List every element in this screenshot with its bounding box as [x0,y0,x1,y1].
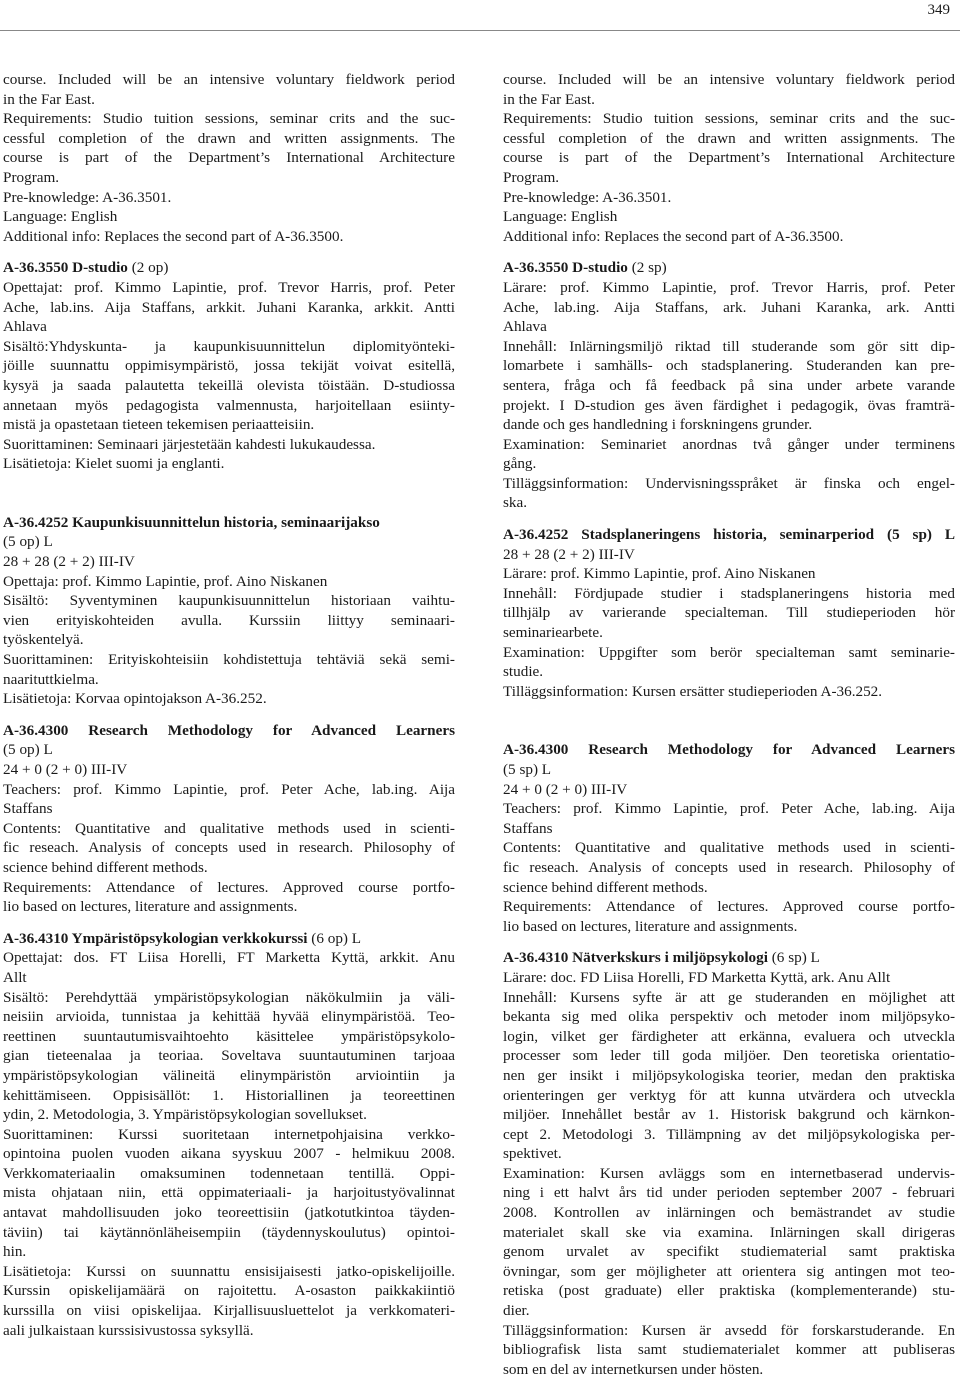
text-line: Language: English [3,208,118,226]
text-line: Additional info: Replaces the second part of A-36.3500. [503,227,844,245]
text-line: Requirements: Attendance of lectures. Approved course portfo- [3,878,455,896]
text-line: mista ohjataan niin, että oppimateriaali- ja harjoitustyövalinnat [3,1184,455,1202]
text-line: course is part of the Department’s International Architecture [503,149,955,167]
text-line: sentera, fråga och få feedback på sina under arbete varande [503,376,955,394]
text-line: Staffans [3,800,53,818]
text-line: opintoina puolen vuoden aikana syyskuu 2007 - helmikuu 2008. [3,1145,455,1163]
text-line: Requirements: Studio tuition sessions, seminar crits and the suc- [503,110,955,128]
text-line: antavat mahdollisuuden joko teoreettisiin (jatkotutkintoa täyden- [3,1204,455,1222]
text-line: vien erityiskohteiden avulla. Kurssiin liittyy seminaari- [3,611,455,629]
text-line: Additional info: Replaces the second part of A-36.3500. [3,227,344,245]
text-line: Lisätietoja: Kielet suomi ja englanti. [3,455,225,473]
text-line: miljöer. Innehållet består av 1. Historisk bakgrund och kärnkon- [503,1106,955,1124]
text-line: 2008. Kontrollen av inlärningen och bemästrandet av studie [503,1204,955,1222]
text-line: Opettajat: prof. Kimmo Lapintie, prof. Trevor Harris, prof. Peter [3,278,455,296]
text-line: ydin, 2. Metodologia, 3. Ympäristöpsykologian sovellukset. [3,1106,367,1124]
text-line: course is part of the Department’s International Architecture [3,149,455,167]
text-line: Tilläggsinformation: Kursen är avsedd för forskarstuderande. En [503,1321,955,1339]
text-line: Teachers: prof. Kimmo Lapintie, prof. Peter Ache, lab.ing. Aija [3,780,455,798]
text-line: 24 + 0 (2 + 0) III-IV [3,761,128,778]
course-entry-a36-4310-fi [3,929,455,1340]
text-line: övningar, som ger möjligheter att orientera sig antingen mot teo- [503,1262,955,1280]
text-line: Requirements: Studio tuition sessions, seminar crits and the suc- [3,110,455,128]
text-line: Opettaja: prof. Kimmo Lapintie, prof. Aino Niskanen [3,572,328,590]
text-line: Kurssin opiskelijamäärä on rajoitettu. A-osaston paikkakiintiö [3,1282,455,1300]
course-entry-a36-4300-sv [503,740,955,936]
text-line: studie. [503,663,544,681]
text-line: Ahlava [3,318,47,336]
text-line: täviin) tai käytännönläheisempiin (täydennyskoulutus) opintoi- [3,1223,455,1241]
text-line: Verkkomateriaalin omaksuminen todennetaan tentillä. Oppi- [3,1164,455,1182]
course-code-title: A-36.4300 Research Methodology for Advanced Learners [503,741,955,759]
text-line: dier. [503,1302,530,1320]
text-line: reettinen suuntautumisvaihtoehto käsittelee ympäristöpsykolo- [3,1027,455,1045]
course-heading-line: A-36.4310 Nätverkskurs i miljöpsykologi (6 sp) L [503,949,820,967]
text-line: course. Included will be an intensive voluntary fieldwork period [503,71,955,88]
text-line: Tilläggsinformation: Undervisningsspråket är finska och engel- [503,474,955,492]
course-entry-a36-3550-sv [503,258,955,513]
text-line: kurssilla on viisi opiskelijaa. Kirjallisuusluettelot ja verkkomateri- [3,1302,455,1320]
finnish-column [3,70,455,1340]
text-line: bibliografisk lista samt studiematerialet kommer att publiseras [503,1341,955,1359]
course-code-title: A-36.3550 D-studio [3,259,128,277]
text-line: Lisätietoja: Kurssi on suunnattu ensisijaisesti jatko-opiskelijoille. [3,1262,455,1280]
text-line: login, vilket ger färdigheter att erkänna, evaluera och utveckla [503,1027,955,1045]
text-line: Lisätietoja: Korvaa opintojakson A-36.252. [3,690,267,708]
text-line: Program. [503,168,560,186]
course-entry-a36-4300-fi [3,721,455,917]
text-line: Sisältö:Yhdyskunta- ja kaupunkisuunnittelun diplomityönteki- [3,337,455,355]
text-line: 28 + 28 (2 + 2) III-IV [503,545,635,563]
course-entry-intro-fi [3,70,455,246]
entry-gap [3,709,455,721]
text-line: Suorittaminen: Erityiskohteisiin kohdistettuja tehtäviä sekä semi- [3,651,455,669]
course-code-title: A-36.4300 Research Methodology for Advanced Learners [3,721,455,739]
text-line: Tilläggsinformation: Kursen ersätter studieperioden A-36.252. [503,682,883,700]
text-line: (5 op) L [3,533,53,551]
text-line: tillhjälp av varierande specialteman. Till studieperioden hör [503,604,955,622]
course-heading-line [3,721,455,741]
text-line: ympäristöpsykologian välineitä elinympäristön arviointiin ja [3,1066,455,1084]
entry-gap [3,474,455,513]
text-line: 24 + 0 (2 + 0) III-IV [503,780,628,798]
text-line: Staffans [503,819,553,837]
text-line: materialet skall ske via examina. Inlärningen skall dirigeras [503,1223,955,1241]
text-line: Innehåll: Fördjupade studier i stadsplaneringens historia med [503,584,955,602]
text-line: neisiin arvioida, tunnistaa ja kehittää hyvää elinympäristöä. Teo- [3,1008,455,1026]
text-line: Opettajat: dos. FT Liisa Horelli, FT Marketta Kyttä, arkkit. Anu [3,949,455,967]
text-line: Program. [3,168,60,186]
text-line: Pre-knowledge: A-36.3501. [3,188,172,206]
text-line: cept 2. Metodologi 3. Tillämpning av det miljöpsykologiska per- [503,1125,955,1143]
text-line: bekanta sig med olika perspektiv och metoder inom miljöpsyko- [503,1008,955,1026]
text-line: ska. [503,494,528,512]
text-line: mistä ja opastetaan tieteen tekemisen periaatteisiin. [3,416,315,434]
text-line: Ahlava [503,318,547,336]
entry-gap [3,246,455,258]
header-rule [0,30,960,31]
text-line: som en del av internetkursen under hösten. [503,1360,764,1378]
text-line: science behind different methods. [3,858,208,876]
course-code-title: A-36.4310 Nätverkskurs i miljöpsykologi [503,949,768,967]
course-heading-line [503,525,955,545]
text-line: Sisältö: Perehdyttää ympäristöpsykologian näkökulmiin ja väli- [3,988,455,1006]
text-line: dande och ges handledning i forskningens grunder. [503,416,813,434]
text-line: työskentelyä. [3,631,84,649]
course-code-title: A-36.3550 D-studio [503,259,628,277]
entry-gap [503,701,955,740]
text-line: (5 sp) L [503,761,552,778]
text-line: ning i ett halvt års tid under perioden september 2007 - februari [503,1184,955,1202]
swedish-column [503,70,955,1379]
text-line: annetaan myös pedagogista valmennusta, harjoitellaan esiinty- [3,396,455,414]
text-line: lomarbete i samhälls- och stadsplanering. Studeranden kan pre- [503,357,955,375]
text-line: Contents: Quantitative and qualitative methods used in scienti- [503,839,955,857]
text-line: Contents: Quantitative and qualitative methods used in scienti- [3,819,455,837]
text-line: fic reseach. Analysis of concepts used in research. Philosophy of [503,858,955,876]
text-line: orienteringen ger verktyg för att kunna utvärdera och utveckla [503,1086,955,1104]
text-line: Requirements: Attendance of lectures. Approved course portfo- [503,898,955,916]
text-line: cessful completion of the drawn and written assignments. The [503,129,955,147]
course-code-title: A-36.4252 Stadsplaneringens historia, seminarperiod (5 sp) L [503,526,955,544]
text-line: Suorittaminen: Seminaari järjestetään kahdesti lukukaudessa. [3,435,376,453]
text-line: Lärare: prof. Kimmo Lapintie, prof. Trevor Harris, prof. Peter [503,278,955,296]
text-line: Ache, lab.ins. Aija Staffans, arkkit. Juhani Karanka, arkkit. Antti [3,298,455,316]
text-line: processer som leder till goda miljöer. Den teoretiska orientatio- [503,1047,955,1065]
text-line: in the Far East. [3,90,95,108]
course-code-title: A-36.4310 Ympäristöpsykologian verkkokurssi [3,929,308,947]
text-line: course. Included will be an intensive voluntary fieldwork period [3,71,455,88]
text-line: hin. [3,1243,27,1261]
text-line: in the Far East. [503,90,595,108]
text-line: Pre-knowledge: A-36.3501. [503,188,672,206]
text-line: Examination: Kursen avläggs som en internetbaserad undervis- [503,1164,955,1182]
text-line: Innehåll: Kursens syfte är att ge studeranden en möjlighet att [503,988,955,1006]
text-line: projekt. I D-studion ges även färdighet i pedagogik, övas framträ- [503,396,955,414]
course-code-title: A-36.4252 Kaupunkisuunnittelun historia, seminaarijakso [3,513,380,531]
course-entry-a36-4252-sv [503,525,955,701]
course-heading-line [503,740,955,760]
course-heading-line [3,513,455,533]
entry-gap [503,936,955,948]
text-line: gian tieteenalaa ja teoriaa. Soveltava suuntautuminen tarjoaa [3,1047,455,1065]
text-line: Innehåll: Inlärningsmiljö riktad till studerande som gör sitt dip- [503,337,955,355]
text-line: kysyä ja saada palautetta tekeillä olevista töistään. D-studiossa [3,376,455,394]
course-entry-a36-4252-fi [3,513,455,709]
text-line: Examination: Seminariet anordnas två gånger under terminens [503,435,955,453]
text-line: (5 op) L [3,741,53,759]
text-line: Suorittaminen: Kurssi suoritetaan internetpohjaisina verkko- [3,1125,455,1143]
text-line: Sisältö: Syventyminen kaupunkisuunnittelun historiaan vaihtu- [3,592,455,610]
text-line: lio based on lectures, literature and assignments. [503,917,798,935]
text-line: Lärare: doc. FD Liisa Horelli, FD Marketta Kyttä, ark. Anu Allt [503,968,891,986]
entry-gap [503,246,955,258]
course-heading-line: A-36.3550 D-studio (2 op) [3,259,169,277]
page-number: 349 [927,2,950,18]
entry-gap [503,513,955,525]
course-heading-line: A-36.3550 D-studio (2 sp) [503,259,667,277]
text-line: cessful completion of the drawn and written assignments. The [3,129,455,147]
course-entry-a36-4310-sv [503,948,955,1379]
text-line: Ache, lab.ing. Aija Staffans, ark. Juhani Karanka, ark. Antti [503,298,955,316]
text-line: genom urvalet av specifikt studiematerial samt praktiska [503,1243,955,1261]
text-line: seminariearbete. [503,624,603,642]
text-line: 28 + 28 (2 + 2) III-IV [3,553,135,571]
text-line: lio based on lectures, literature and assignments. [3,898,298,916]
text-line: Allt [3,968,27,986]
entry-gap [3,917,455,929]
text-line: science behind different methods. [503,878,708,896]
text-line: gång. [503,455,537,473]
text-line: kehittämiseen. Oppisisällöt: 1. Historiallinen ja teoreettinen [3,1086,455,1104]
text-line: Language: English [503,208,618,226]
text-line: Lärare: prof. Kimmo Lapintie, prof. Aino Niskanen [503,565,816,583]
course-heading-line: A-36.4310 Ympäristöpsykologian verkkokurssi (6 op) L [3,929,362,947]
text-line: jöille suunnattu oppimisympäristö, jossa tekijät voivat esitellä, [3,357,455,375]
text-line: spektivet. [503,1145,562,1163]
text-line: Teachers: prof. Kimmo Lapintie, prof. Peter Ache, lab.ing. Aija [503,800,955,818]
text-line: nen ger insikt i miljöpsykologiska teorier, medan den praktiska [503,1066,955,1084]
course-entry-a36-3550-fi [3,258,455,474]
text-line: aali julkaistaan kurssisivustossa syksyllä. [3,1321,254,1339]
text-line: Examination: Uppgifter som berör specialteman samt seminarie- [503,643,955,661]
course-entry-intro-sv [503,70,955,246]
text-line: naarituttkielma. [3,670,99,688]
text-line: fic reseach. Analysis of concepts used in research. Philosophy of [3,839,455,857]
text-line: retiska (post graduate) eller praktiska (komplementerande) stu- [503,1282,955,1300]
